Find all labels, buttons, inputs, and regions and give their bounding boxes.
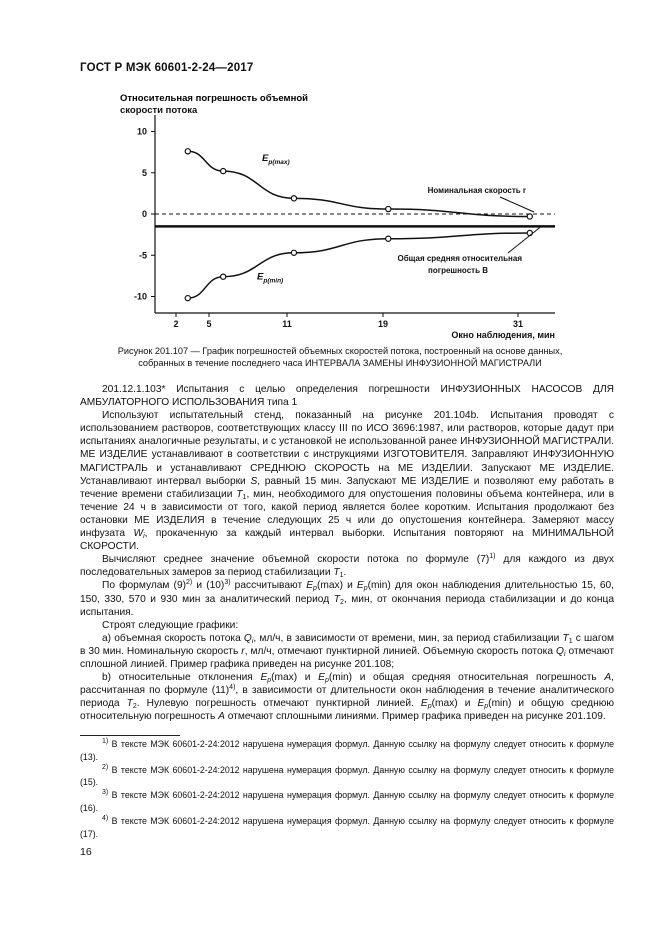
x-tick-label: 11 <box>282 319 292 329</box>
document-header: ГОСТ Р МЭК 60601-2-24—2017 <box>80 62 254 74</box>
footnotes <box>80 738 614 840</box>
footnote-divider <box>80 735 180 736</box>
body-text <box>80 383 614 723</box>
footnote-4: $^{4)}$ В тексте МЭК 60601-2-24:2012 нарушена нумерация формул. Данную ссылку на формулу следует относить к формуле (17). <box>80 814 614 839</box>
footnote-2: $^{2)}$ В тексте МЭК 60601-2-24:2012 нарушена нумерация формул. Данную ссылку на формулу следует относить к формуле (15). <box>80 763 614 788</box>
y-tick-label: -5 <box>138 250 147 261</box>
paragraph-graph-b: b) относительные отклонения $E_p(\max)$ и $E_p(\min)$ и общая средняя относительная погрешность A, рассчитанная по формуле $(11)^{4)}$, в зависимости от длительности окон наблюдения в течение аналитического периода $T_2$. Нулевую погрешность отмечают пунктирной линией. $E_p(\max)$ и $E_p(\min)$ и общую среднюю относительную погрешность A отмечают сплошными линиями. Пример графика приведен на рисунке 201.109. <box>80 672 615 723</box>
figure-caption-line1: Рисунок 201.107 — График погрешностей объемных скоростей потока, построенный на основе данных, <box>117 346 563 356</box>
y-tick-label: 10 <box>136 126 147 137</box>
ep-min-label: $E_{p(min)}$ <box>257 271 284 285</box>
x-tick-label: 31 <box>512 319 524 329</box>
x-tick-label: 5 <box>206 319 212 329</box>
footnote-3: $^{3)}$ В тексте МЭК 60601-2-24:2012 нарушена нумерация формул. Данную ссылку на формулу следует относить к формуле (16). <box>80 789 614 813</box>
ep-min-point <box>527 230 532 235</box>
y-tick-label: -10 <box>133 291 147 302</box>
nominal-rate-annotation: Номинальная скорость r <box>427 186 526 195</box>
figure-caption <box>80 345 600 369</box>
paragraph-graph-a: a) объемная скорость потока $Q_i$, мл/ч, в зависимости от времени, мин, за период стабилизации $T_1$ с шагом в 30 мин. Номинальную скорость r, мл/ч, отмечают пунктирной линией. Объемную скорость потока $Q_i$ отмечают сплошной линией. Пример графика приведен на рисунке 201.108; <box>80 632 614 670</box>
ep-max-point <box>185 149 190 154</box>
ep-max-point <box>291 196 296 201</box>
x-tick-label: 19 <box>377 319 389 329</box>
paragraph-procedure: Используют испытательный стенд, показанный на рисунке 201.104b. Испытания проводят с использованием растворов, соответствующих классу III по ИСО 3696:1987, или растворов, которые дадут при испытаниях аналогичные результаты, и с установкой не использованной ранее ИНФУЗИОННОЙ МАГИСТРАЛИ. МЕ ИЗДЕЛИЕ устанавливают в соответствии с инструкциями ИЗГОТОВИТЕЛЯ. Заправляют ИНФУЗИОННУЮ МАГИСТРАЛЬ и устанавливают СРЕДНЮЮ СКОРОСТЬ на МЕ ИЗДЕЛИИ. Запускают МЕ ИЗДЕЛИЕ. Устанавливают интервал выборки S, равный 15 мин. Запускают МЕ ИЗДЕЛИЕ и позволяют ему работать в течение времени стабилизации $T_1$, мин, необходимого для опустошения половины объема контейнера, или в течение 24 ч в зависимости от того, какой период является более коротким. Испытания продолжают без остановки МЕ ИЗДЕЛИЯ в течение следующих 25 ч или до опустошения контейнера. Замеряют массу инфузата $W_i$, прокаченную за каждый интервал выборки. Испытания повторяют на МИНИМАЛЬНОЙ СКОРОСТИ. <box>80 410 615 553</box>
ep-min-label-sub: p(min) <box>263 277 284 285</box>
nominal-rate-leader <box>500 197 534 212</box>
mean-error-leader <box>508 227 540 253</box>
ep-min-point <box>386 236 391 241</box>
mean-error-annotation-line2: погрешность B <box>428 266 488 275</box>
ep-max-label: $E_{p(max)}$ <box>262 153 290 167</box>
ep-max-point <box>221 169 226 174</box>
x-tick-label: 2 <box>173 319 179 329</box>
ep-max-curve <box>188 151 530 216</box>
y-tick-label: 0 <box>141 209 147 219</box>
paragraph-formulas: По формулам $(9)^{2)}$ и $(10)^{3)}$ рассчитывают $E_p(\max)$ и $E_p(\min)$ для окон наблюдения длительностью 15, 60, 150, 330, 570 и 930 мин за аналитический период $T_2$, мин, от окончания периода стабилизации и до конца испытания. <box>80 579 615 618</box>
ep-min-point <box>185 296 190 301</box>
paragraph-mean-flow: Вычисляют среднее значение объемной скорости потока по формуле $(7)^{1)}$ для каждого из двух последовательных замеров за период стабилизации $T_1$. <box>80 553 614 580</box>
page-number: 16 <box>80 846 92 858</box>
y-axis-label-line1: Относительная погрешность объемной <box>120 93 308 104</box>
y-tick-label: 5 <box>141 167 147 178</box>
figure-caption-line2: собранных в течение последнего часа ИНТЕРВАЛА ЗАМЕНЫ ИНФУЗИОННОЙ МАГИСТРАЛИ <box>138 358 542 368</box>
ep-min-point <box>221 274 226 279</box>
error-chart <box>0 85 661 345</box>
ep-max-point <box>527 214 532 219</box>
section-heading: 201.12.1.103* Испытания с целью определения погрешности ИНФУЗИОННЫХ НАСОСОВ ДЛЯ АМБУЛАТОРНОГО ИСПОЛЬЗОВАНИЯ типа 1 <box>80 384 614 409</box>
y-axis-label-line2: скорости потока <box>120 105 198 116</box>
x-axis-label: Окно наблюдения, мин <box>451 330 555 340</box>
footnote-1: $^{1)}$ В тексте МЭК 60601-2-24:2012 нарушена нумерация формул. Данную ссылку на формулу следует относить к формуле (13). <box>80 738 614 762</box>
ep-max-point <box>386 206 391 211</box>
ep-max-label-sub: p(max) <box>268 159 290 167</box>
mean-error-annotation-line1: Общая средняя относительная <box>397 254 522 263</box>
paragraph-graphs-intro: Строят следующие графики: <box>102 619 239 631</box>
ep-min-point <box>291 250 296 255</box>
